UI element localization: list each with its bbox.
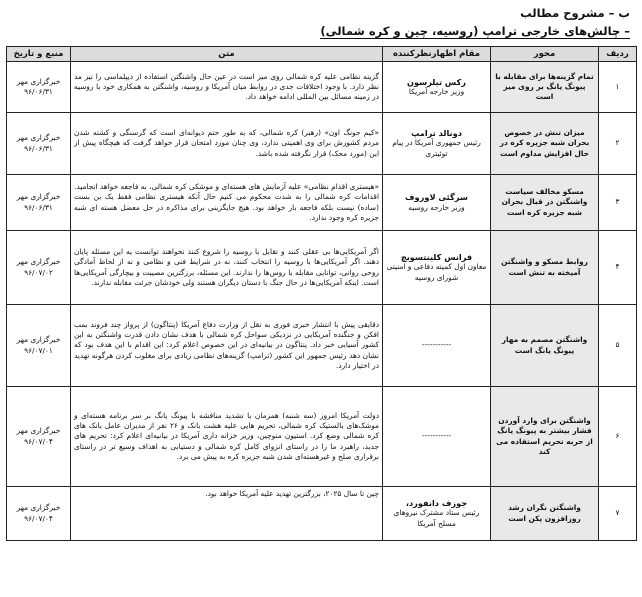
source-date: ۹۶/۰۷/۰۱: [24, 345, 53, 355]
source-name: خبرگزاری مهر: [16, 76, 61, 86]
source-date: ۹۶/۰۶/۳۱: [24, 143, 53, 153]
row-number: ۵: [599, 305, 637, 387]
official-name: جوزف دانفورد،: [405, 498, 468, 509]
table-row: [7, 62, 637, 113]
row-official: [383, 113, 491, 175]
section-subheading-text: – چالش‌های خارجی ترامپ (روسیه، چین و کره شمالی): [320, 24, 630, 38]
table-row: [7, 387, 637, 487]
source-name: خبرگزاری مهر: [16, 503, 61, 513]
header-topic: محور: [491, 47, 599, 62]
row-text: گزینه نظامی علیه کره شمالی روی میز است در عین حال واشنگتن استفاده از دیپلماسی را نیز مد نظر دارد. با وجود اختلافات جدی در روابط میان آمریکا و روسیه، واشنگتن به همکاری خود با روسیه در زمینه مسائل بین المللی ادامه خواهد داد.: [71, 62, 383, 113]
row-official: [383, 387, 491, 487]
row-number: ۶: [599, 387, 637, 487]
row-text: چین تا سال ۲۰۲۵، بزرگترین تهدید علیه آمریکا خواهد بود.: [71, 487, 383, 541]
row-topic: مسکو مخالف سیاست واشنگتن در قبال بحران شبه جزیره کره است: [491, 175, 599, 231]
row-source: [7, 487, 71, 541]
row-number: ۷: [599, 487, 637, 541]
source-date: ۹۶/۰۷/۰۴: [24, 436, 53, 446]
header-row-number: ردیف: [599, 47, 637, 62]
row-topic: تمام گزینه‌ها برای مقابله با پیونگ یانگ بر روی میز است: [491, 62, 599, 113]
header-source-date: منبع و تاریخ: [7, 47, 71, 62]
row-topic: میزان تنش در خصوص بحران شبه جزیره کره در حال افزایش مداوم است: [491, 113, 599, 175]
table-row: [7, 487, 637, 541]
table-row: [7, 305, 637, 387]
official-name: فرانس کلینتسویچ: [400, 252, 473, 263]
row-text: «کیم جونگ اون» (رهبر) کره شمالی، که به طور حتم دیوانه‌ای است که گرسنگی و کشته شدن مردم کشورش برای وی اهمیتی ندارد، وی چنان مورد امتحان قرار خواهد گرفت که هیچگاه پیش از این (مورد محک) قرار نگرفته شده باشد.: [71, 113, 383, 175]
row-source: [7, 62, 71, 113]
row-official: [383, 487, 491, 541]
source-name: خبرگزاری مهر: [16, 257, 61, 267]
row-text: دقایقی پیش با انتشار خبری فوری به نقل از وزارت دفاع آمریکا (پنتاگون) از پرواز چند فروند بمب افکن و جنگنده آمریکایی در نزدیکی سواحل کره شمالی با هدف نشان دادن قدرت واشنگتن به این کشور آسیایی خبر داد. پنتاگون در بیانیه‌ای در این خصوص اعلام کرد: این اقدام با این هدف بود که نشان دهد رئیس جمهور این کشور (ترامپ) گزینه‌های نظامی زیادی برای مغلوب کردن هرگونه تهدید در اختیار دارد.: [71, 305, 383, 387]
official-name: دونالد ترامپ: [411, 128, 462, 139]
row-source: [7, 387, 71, 487]
section-heading: ب – مشروح مطالب: [520, 6, 630, 20]
table-header-row: [7, 47, 637, 62]
table-row: [7, 231, 637, 305]
row-official: [383, 305, 491, 387]
official-title: -----------: [421, 431, 452, 441]
header-text: متن: [71, 47, 383, 62]
row-topic: واشنگتن مصمم به مهار پیونگ یانگ است: [491, 305, 599, 387]
row-number: ۱: [599, 62, 637, 113]
row-topic: واشنگتن نگران رشد روزافزون پکن است: [491, 487, 599, 541]
row-topic: روابط مسکو و واشنگتن آمیخته به تنش است: [491, 231, 599, 305]
row-text: دولت آمریکا امروز (سه شنبه) همزمان با تشدید مناقشه با پیونگ یانگ بر سر برنامه هسته‌ای و موشک‌های بالستیک کره شمالی، تحریم هایی علیه هشت بانک و ۲۶ نفر از مدیران عامل بانک های کره شمالی وضع کرد. استیون منوچین، وزیر خزانه داری آمریکا در بیانیه‌ای اعلام کرد: تحریم های جدید، راهبرد ما را در راستای انزوای کامل کره شمالی و دستیابی به اهداف وسیع تر در راستای برقراری صلح و غیرهسته‌ای شدن شبه جزیره کره به پیش می برد.: [71, 387, 383, 487]
official-title: رئیس ستاد مشترک نیروهای مسلح آمریکا: [393, 508, 480, 528]
table-row: [7, 175, 637, 231]
source-date: ۹۶/۰۶/۳۱: [24, 87, 53, 96]
source-name: خبرگزاری مهر: [16, 133, 61, 143]
row-number: ۳: [599, 175, 637, 231]
row-number: ۲: [599, 113, 637, 175]
source-date: ۹۶/۰۷/۰۴: [24, 513, 53, 523]
table-row: [7, 113, 637, 175]
row-source: [7, 175, 71, 231]
row-number: ۴: [599, 231, 637, 305]
official-title: رئیس جمهوری آمریکا در پیام توئیتری: [392, 138, 481, 158]
official-title: وزیر خارجه آمریکا: [408, 87, 465, 96]
source-name: خبرگزاری مهر: [16, 426, 61, 436]
source-name: خبرگزاری مهر: [16, 192, 61, 202]
section-subheading: [0, 24, 642, 39]
official-title: معاون اول کمیته دفاعی و امنیتی شورای روسیه: [386, 262, 487, 282]
row-official: [383, 231, 491, 305]
official-title: وزیر خارجه روسیه: [408, 202, 465, 212]
row-text: اگر آمریکایی‌ها بی عقلی کنند و تقابل با روسیه را شروع کنند نخواهند توانست یه این مسئله پایان دهند. اگر آمریکایی‌ها با روسیه را انتخاب کنند، نه در شرایط فنی و نظامی و نه از لحاظ آمادگی روحی روانی، توانایی مقابله با روس‌ها را ندارند. این مسئله، برزگترین مصیبت و بیچارگی آمریکایی‌ها است. اینکه آمریکایی‌ها در حال جنگ با دستان دیگران هستند ولی خودشان جرئت مقابله ندارند.: [71, 231, 383, 305]
row-source: [7, 113, 71, 175]
official-name: رکس تیلرسون: [407, 76, 466, 87]
source-date: ۹۶/۰۷/۰۲: [24, 267, 53, 277]
official-name: سرگئی لاوروف: [405, 192, 468, 203]
statements-table: [6, 46, 637, 541]
source-name: خبرگزاری مهر: [16, 335, 61, 345]
source-date: ۹۶/۰۶/۳۱: [24, 202, 53, 212]
row-source: [7, 231, 71, 305]
row-text: «هیستری اقدام نظامی» علیه آزمایش های هسته‌ای و موشکی کره شمالی، به فاجعه خواهد انجامید. اقدامات کره شمالی را به شدت محکوم می کنیم حال آنکه هیستری نظامی فقط یک بن بست (ساده) نیست بلکه فاجعه بار خواهد بود. هیچ جایگزینی برای مذاکره در حل معضل هسته ای شبه جزیره کره وجود ندارد.: [71, 175, 383, 231]
row-topic: واشنگتن برای وارد آوردن فشار بیشتر به پیونگ یانگ از حربه تحریم استفاده می کند: [491, 387, 599, 487]
row-source: [7, 305, 71, 387]
row-official: [383, 62, 491, 113]
header-official: مقام اظهارنظرکننده: [383, 47, 491, 62]
official-title: -----------: [421, 340, 452, 350]
row-official: [383, 175, 491, 231]
